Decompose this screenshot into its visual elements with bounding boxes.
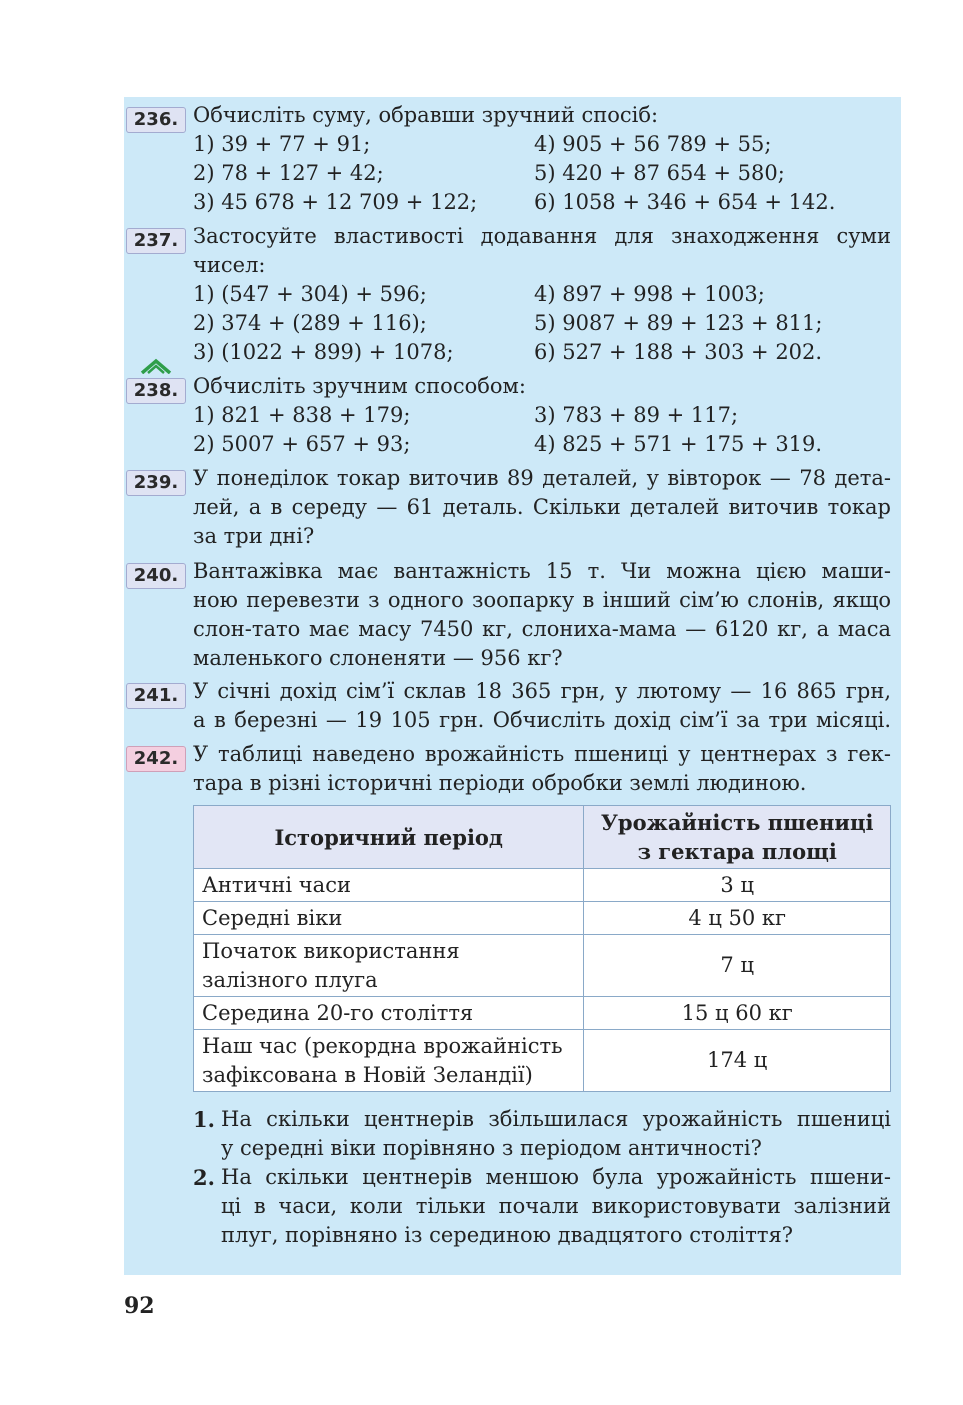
yield-cell: 3 ц bbox=[584, 869, 891, 902]
wheat-yield-table bbox=[193, 805, 891, 1092]
period-cell: Античні часи bbox=[202, 872, 351, 897]
task-item: 4) 905 + 56 789 + 55; bbox=[534, 132, 772, 156]
table-row bbox=[194, 902, 891, 935]
yield-cell: 174 ц bbox=[584, 1030, 891, 1092]
page-number: 92 bbox=[124, 1293, 155, 1319]
task-item: 3) (1022 + 899) + 1078; bbox=[193, 340, 454, 364]
task-item: 3) 783 + 89 + 117; bbox=[534, 403, 739, 427]
period-cell: Наш час (рекордна врожайність bbox=[202, 1033, 563, 1058]
task-item: 1) 821 + 838 + 179; bbox=[193, 403, 411, 427]
task-item: 1) 39 + 77 + 91; bbox=[193, 132, 371, 156]
yield-cell: 4 ц 50 кг bbox=[584, 902, 891, 935]
header-period: Історичний період bbox=[194, 806, 584, 869]
exercise-number: 238. bbox=[126, 378, 186, 404]
exercise-number: 236. bbox=[126, 107, 186, 133]
exercise-text: У понеділок токар виточив 89 деталей, у вівторок — 78 дета- bbox=[193, 466, 891, 490]
exercise-text: У таблиці наведено врожайність пшениці у центнерах з гек- bbox=[193, 742, 891, 766]
exercise-number: 239. bbox=[126, 470, 186, 496]
exercise-text: тара в різні історичні періоди обробки землі людиною. bbox=[193, 771, 807, 795]
period-cell: Середина 20-го століття bbox=[202, 1000, 474, 1025]
exercise-text: слон-тато має масу 7450 кг, слониха-мама — 6120 кг, а маса bbox=[193, 617, 891, 641]
exercise-number: 241. bbox=[126, 683, 186, 709]
task-item: 2) 5007 + 657 + 93; bbox=[193, 432, 411, 456]
question-text: На скільки центнерів меншою була урожайність пшени- bbox=[221, 1165, 891, 1189]
exercise-text: Обчисліть суму, обравши зручний спосіб: bbox=[193, 103, 659, 127]
exercise-text: а в березні — 19 105 грн. Обчисліть дохід сім’ї за три місяці. bbox=[193, 708, 891, 732]
period-cell: залізного плуга bbox=[202, 967, 378, 992]
task-item: 4) 897 + 998 + 1003; bbox=[534, 282, 765, 306]
yield-cell: 15 ц 60 кг bbox=[584, 997, 891, 1030]
task-item: 5) 420 + 87 654 + 580; bbox=[534, 161, 785, 185]
period-cell: зафіксована в Новій Зеландії) bbox=[202, 1062, 533, 1087]
task-item: 3) 45 678 + 12 709 + 122; bbox=[193, 190, 478, 214]
table-row bbox=[194, 869, 891, 902]
task-item: 1) (547 + 304) + 596; bbox=[193, 282, 427, 306]
task-item: 2) 374 + (289 + 116); bbox=[193, 311, 427, 335]
question-text: плуг, порівняно із серединою двадцятого століття? bbox=[221, 1223, 794, 1247]
exercise-number: 242. bbox=[126, 746, 186, 772]
question-1 bbox=[193, 1105, 891, 1163]
exercise-text: ною перевезти з одного зоопарку в інший сім’ю слонів, якщо bbox=[193, 588, 891, 612]
question-number: 1. bbox=[193, 1107, 215, 1132]
period-cell: Середні віки bbox=[202, 905, 343, 930]
exercise-number: 237. bbox=[126, 228, 186, 254]
table-row bbox=[194, 997, 891, 1030]
exercise-text: маленького слоненяти — 956 кг? bbox=[193, 646, 563, 670]
task-item: 4) 825 + 571 + 175 + 319. bbox=[534, 432, 823, 456]
task-item: 6) 527 + 188 + 303 + 202. bbox=[534, 340, 823, 364]
exercise-text: Вантажівка має вантажність 15 т. Чи можна цією маши- bbox=[193, 559, 891, 583]
task-item: 6) 1058 + 346 + 654 + 142. bbox=[534, 190, 836, 214]
table-row bbox=[194, 1030, 891, 1092]
question-text: На скільки центнерів збільшилася урожайність пшениці bbox=[221, 1107, 891, 1131]
table-row bbox=[194, 935, 891, 997]
question-text: у середні віки порівняно з періодом античності? bbox=[221, 1136, 762, 1160]
header-yield bbox=[584, 806, 891, 869]
exercise-text: У січні дохід сім’ї склав 18 365 грн, у лютому — 16 865 грн, bbox=[193, 679, 891, 703]
exercise-text: Застосуйте властивості додавання для знаходження суми bbox=[193, 224, 891, 248]
exercise-text: чисел: bbox=[193, 253, 266, 277]
header-yield-line: з гектара площі bbox=[637, 839, 837, 864]
question-text: ці в часи, коли тільки почали використовувати залізний bbox=[221, 1194, 891, 1218]
question-number: 2. bbox=[193, 1165, 215, 1190]
period-cell: Початок використання bbox=[202, 938, 460, 963]
exercise-text: лей, а в середу — 61 деталь. Скільки деталей виточив токар bbox=[193, 495, 891, 519]
homework-house-icon bbox=[140, 358, 172, 374]
task-item: 2) 78 + 127 + 42; bbox=[193, 161, 384, 185]
header-yield-line: Урожайність пшениці bbox=[600, 810, 874, 835]
exercise-number: 240. bbox=[126, 563, 186, 589]
yield-cell: 7 ц bbox=[584, 935, 891, 997]
exercise-text: Обчисліть зручним способом: bbox=[193, 374, 526, 398]
exercise-text: за три дні? bbox=[193, 524, 315, 548]
task-item: 5) 9087 + 89 + 123 + 811; bbox=[534, 311, 823, 335]
question-2 bbox=[193, 1163, 891, 1250]
